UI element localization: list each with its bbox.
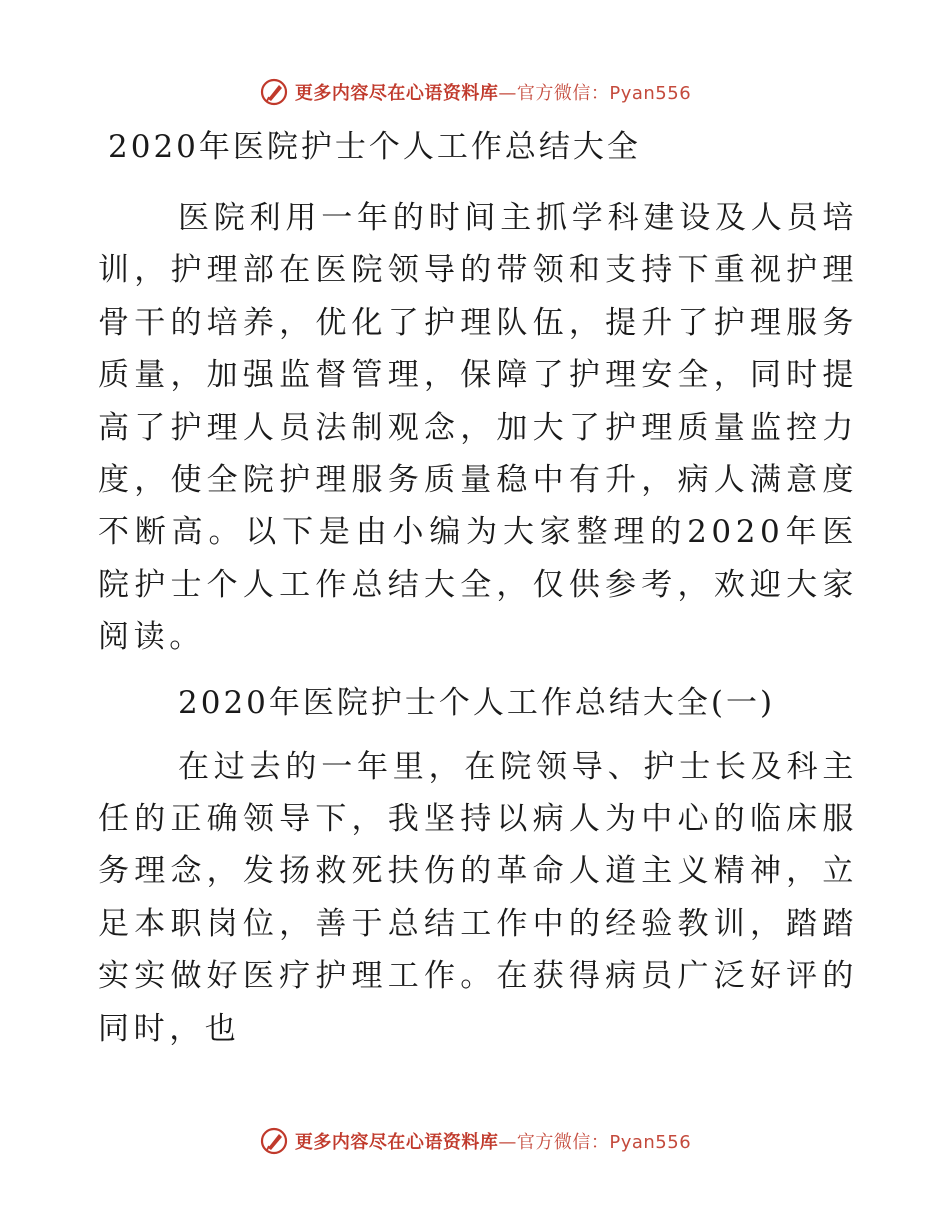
- banner-text: [295, 1128, 691, 1154]
- document-body: [98, 118, 858, 1055]
- quill-pen-logo-icon: [259, 1126, 289, 1156]
- banner-wechat-text: —官方微信：Pyan556: [498, 1132, 692, 1153]
- banner-wechat-text: —官方微信：Pyan556: [498, 83, 692, 104]
- document-title: 2020年医院护士个人工作总结大全: [108, 129, 641, 165]
- banner-bold-text: 更多内容尽在心语资料库: [294, 1132, 499, 1153]
- quill-pen-logo-icon: [259, 77, 289, 107]
- section-paragraph: 在过去的一年里，在院领导、护士长及科主任的正确领导下，我坚持以病人为中心的临床服务理念，发扬救死扶伤的革命人道主义精神，立足本职岗位，善于总结工作中的经验教训，踏踏实实做好医疗护理工作。在获得病员广泛好评的同时，也: [98, 748, 858, 1047]
- intro-paragraph: 医院利用一年的时间主抓学科建设及人员培训，护理部在医院领导的带领和支持下重视护理骨干的培养，优化了护理队伍，提升了护理服务质量，加强监督管理，保障了护理安全，同时提高了护理人员法制观念，加大了护理质量监控力度，使全院护理服务质量稳中有升，病人满意度不断高。以下是由小编为大家整理的2020年医院护士个人工作总结大全，仅供参考，欢迎大家阅读。: [98, 200, 858, 656]
- footer-watermark-banner: [0, 1121, 950, 1161]
- banner-text: [295, 79, 691, 105]
- section-title: 2020年医院护士个人工作总结大全(一): [178, 684, 776, 721]
- banner-bold-text: 更多内容尽在心语资料库: [294, 83, 499, 104]
- header-watermark-banner: [0, 72, 950, 112]
